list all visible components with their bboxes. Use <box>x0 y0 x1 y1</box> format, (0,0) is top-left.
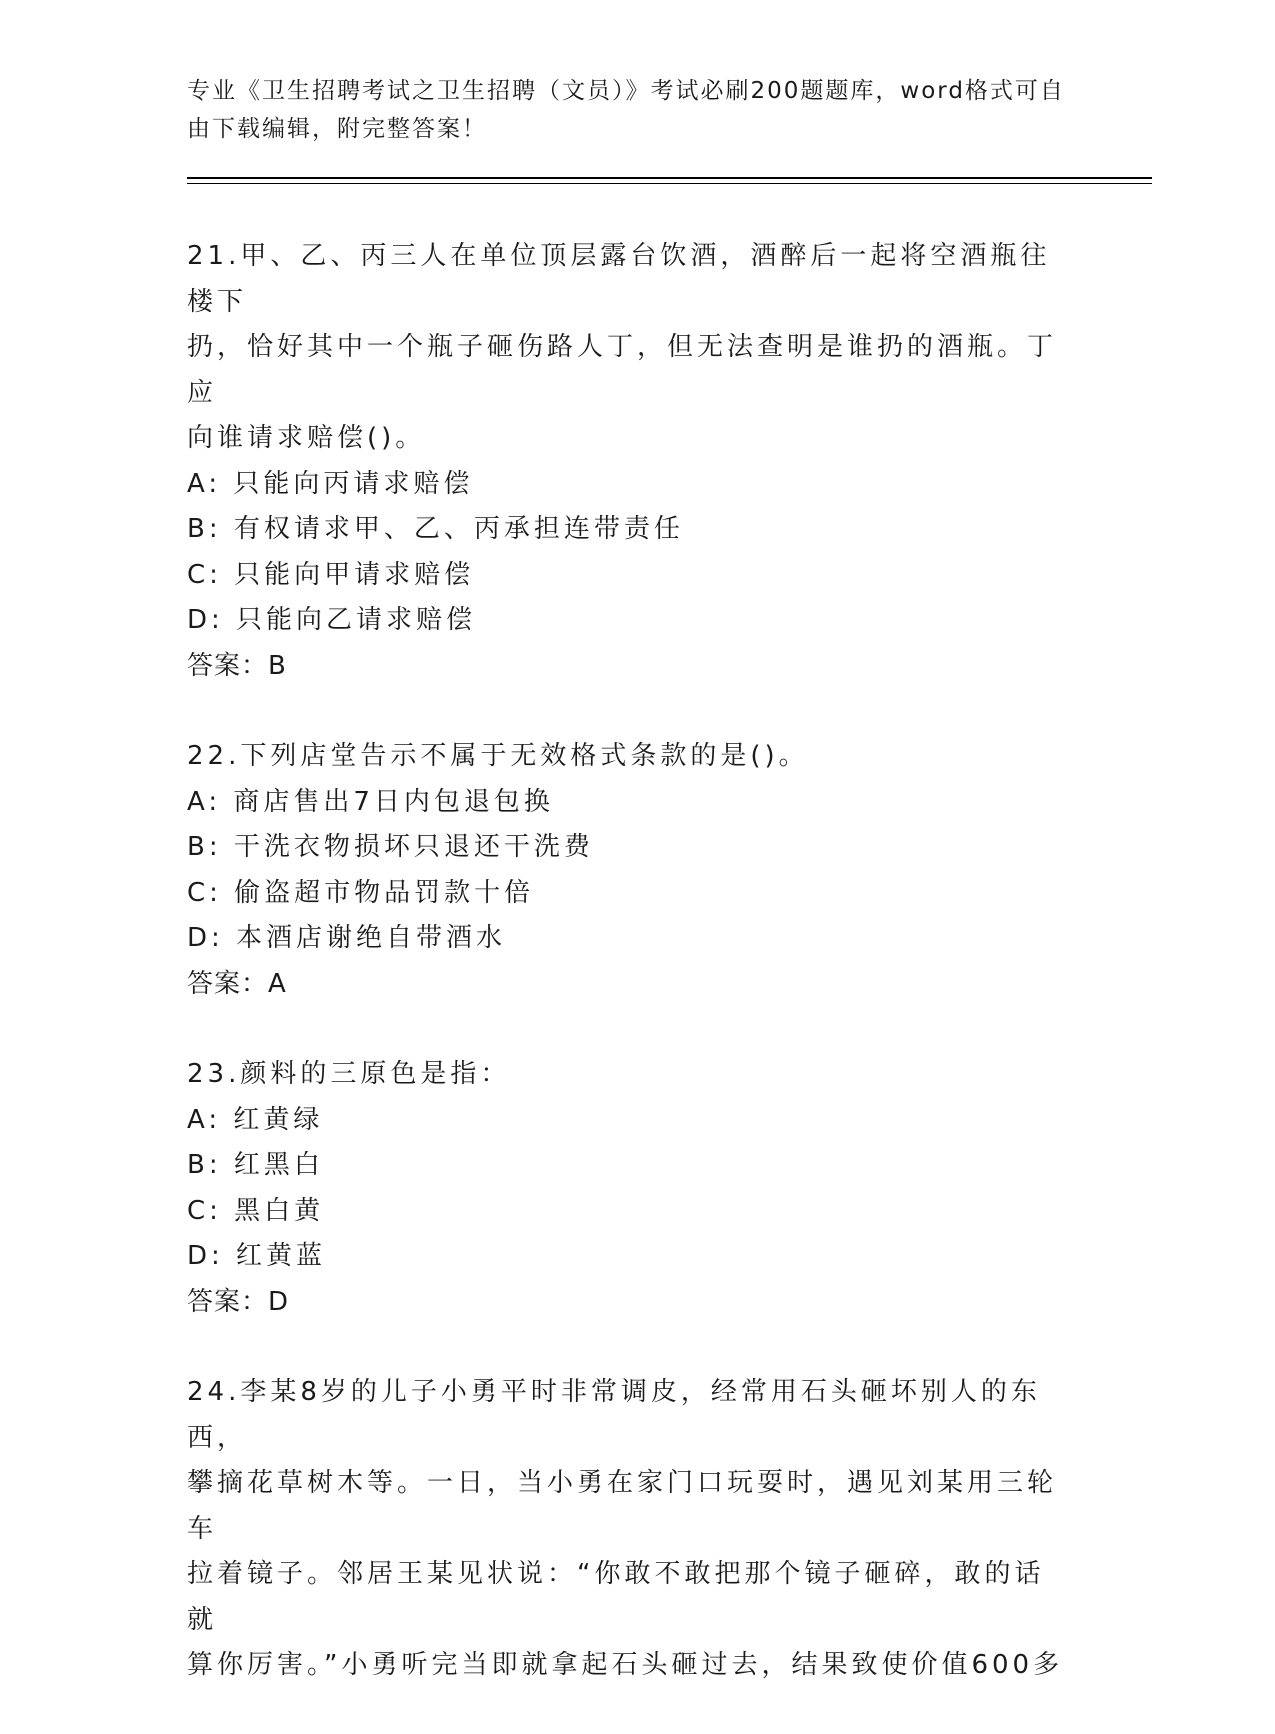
option-a: A: 只能向丙请求赔偿 <box>187 468 474 499</box>
header-divider-thin <box>187 183 1152 184</box>
answer-text: 答案：B <box>187 650 287 681</box>
option-d: D: 红黄蓝 <box>187 1241 327 1271</box>
question-stem-line: 24.李某8岁的儿子小勇平时非常调皮，经常用石头砸坏别人的东西， <box>187 1377 1041 1453</box>
header-divider-thick <box>187 177 1152 179</box>
question-stem-line: 攀摘花草树木等。一日，当小勇在家门口玩耍时，遇见刘某用三轮车 <box>187 1468 1058 1544</box>
question-stem-line: 算你厉害。”小勇听完当即就拿起石头砸过去，结果致使价值600多 <box>187 1650 1064 1680</box>
answer-text: 答案：D <box>187 1286 290 1317</box>
option-d: D: 只能向乙请求赔偿 <box>187 605 477 635</box>
option-b: B: 红黑白 <box>187 1150 324 1180</box>
option-c: C: 黑白黄 <box>187 1195 325 1226</box>
question-stem-line: 向谁请求赔偿()。 <box>187 423 426 453</box>
document-header <box>187 72 1067 148</box>
option-b: B: 有权请求甲、乙、丙承担连带责任 <box>187 514 684 544</box>
answer-text: 答案：A <box>187 968 287 999</box>
option-a: A: 商店售出7日内包退包换 <box>187 786 554 817</box>
header-title-line-1: 专业《卫生招聘考试之卫生招聘（文员）》考试必刷200题题库，word格式可自 <box>187 78 1065 104</box>
question-stem-line: 拉着镜子。邻居王某见状说：“你敢不敢把那个镜子砸碎，敢的话就 <box>187 1559 1045 1635</box>
question-23 <box>187 1052 1067 1325</box>
option-d: D: 本酒店谢绝自带酒水 <box>187 923 507 953</box>
option-c: C: 偷盗超市物品罚款十倍 <box>187 877 535 908</box>
question-24 <box>187 1370 1067 1689</box>
option-a: A: 红黄绿 <box>187 1104 324 1135</box>
question-21 <box>187 234 1067 689</box>
question-stem-line: 21.甲、乙、丙三人在单位顶层露台饮酒，酒醉后一起将空酒瓶往楼下 <box>187 241 1051 317</box>
option-c: C: 只能向甲请求赔偿 <box>187 559 475 590</box>
question-stem-line: 扔，恰好其中一个瓶子砸伤路人丁，但无法查明是谁扔的酒瓶。丁应 <box>187 332 1058 408</box>
header-title-line-2: 由下载编辑，附完整答案！ <box>187 116 487 142</box>
question-stem-line: 23.颜料的三原色是指： <box>187 1059 511 1089</box>
option-b: B: 干洗衣物损坏只退还干洗费 <box>187 832 594 862</box>
question-list <box>187 234 1067 1734</box>
question-stem-line: 22.下列店堂告示不属于无效格式条款的是()。 <box>187 741 809 771</box>
question-22 <box>187 734 1067 1007</box>
